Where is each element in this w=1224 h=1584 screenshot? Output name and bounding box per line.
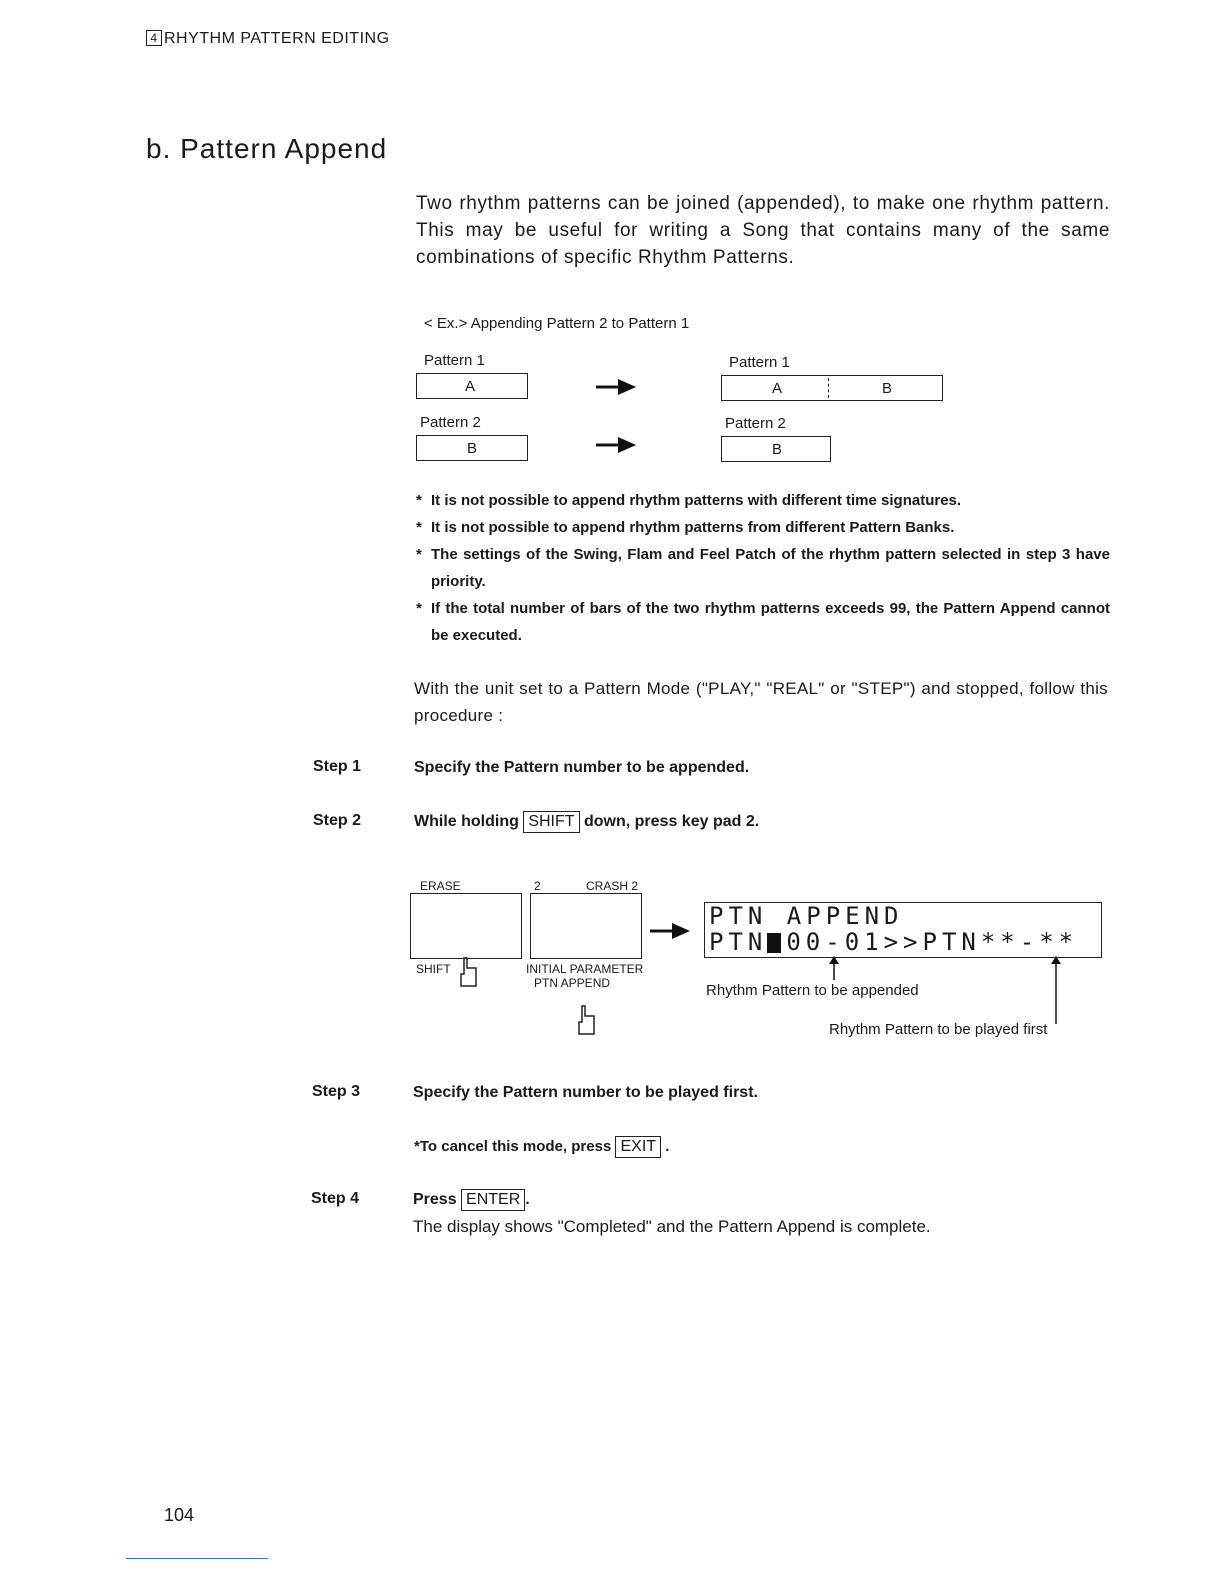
chapter-number-box: 4 (146, 30, 162, 46)
after-pattern1-box (721, 375, 943, 401)
step-2-text: While holding SHIFT down, press key pad 2. (414, 811, 759, 833)
up-arrow-icon (826, 956, 842, 982)
note-item: * It is not possible to append rhythm patterns from different Pattern Banks. (416, 514, 1110, 541)
procedure-intro: With the unit set to a Pattern Mode ("PLAY," "REAL" or "STEP") and stopped, follow this procedure : (414, 679, 1108, 725)
step-3-text: Specify the Pattern number to be played first. (413, 1084, 758, 1101)
step-4-text: Press ENTER . (413, 1189, 530, 1211)
lcd-line-1: PTN APPEND (709, 902, 904, 930)
before-pattern2-label: Pattern 2 (420, 414, 481, 431)
arrow-right-icon (650, 920, 694, 942)
step-4-result: The display shows "Completed" and the Pattern Append is complete. (413, 1217, 931, 1236)
before-pattern1-label: Pattern 1 (424, 352, 485, 369)
notes-list (416, 487, 1110, 649)
section-title: b. Pattern Append (146, 133, 388, 164)
exit-key: EXIT (615, 1136, 661, 1158)
after-pattern1-label: Pattern 1 (729, 354, 790, 371)
up-arrow-icon (1048, 956, 1064, 1026)
before-pattern1-box (416, 373, 528, 399)
enter-key: ENTER (461, 1189, 525, 1211)
note-item: * The settings of the Swing, Flam and Feel Patch of the rhythm pattern selected in step 3 have priority. (416, 541, 1110, 595)
caption-played-first: Rhythm Pattern to be played first (829, 1021, 1048, 1038)
note-item: * It is not possible to append rhythm patterns with different time signatures. (416, 487, 1110, 514)
pad1-top-label: ERASE (420, 879, 461, 893)
lcd-line-2: PTN 00-01>>PTN**-** (709, 928, 1079, 956)
after-pattern2-label: Pattern 2 (725, 415, 786, 432)
key-pad-2 (530, 893, 642, 959)
arrow-right-icon (596, 376, 640, 398)
asterisk-icon: * (414, 1138, 420, 1155)
running-header (146, 30, 390, 48)
step-4-label: Step 4 (311, 1190, 360, 1207)
after-pattern1-content-b: B (882, 380, 893, 397)
pointing-hand-icon (456, 956, 482, 990)
page-number: 104 (164, 1505, 195, 1525)
pointing-hand-icon (574, 1004, 600, 1038)
join-divider (828, 378, 829, 398)
after-pattern1-content-a: A (772, 380, 783, 397)
note-item: * If the total number of bars of the two rhythm patterns exceeds 99, the Pattern Append cannot be executed. (416, 595, 1110, 649)
step-3-note: *To cancel this mode, press EXIT . (414, 1136, 669, 1158)
footer-rule (126, 1558, 268, 1559)
pad2-top-left-label: 2 (534, 879, 541, 893)
step-1-text: Specify the Pattern number to be appended. (414, 759, 750, 776)
step-1-label: Step 1 (313, 758, 362, 775)
header-text: RHYTHM PATTERN EDITING (164, 30, 390, 47)
intro-paragraph: Two rhythm patterns can be joined (appended), to make one rhythm pattern. This may be useful for writing a Song that contains many of the same combinations of specific Rhythm Patterns. (416, 193, 1110, 268)
step-2-label: Step 2 (313, 812, 362, 829)
step-3-label: Step 3 (312, 1083, 361, 1100)
after-pattern2-box (721, 436, 831, 462)
before-pattern2-content: B (467, 440, 478, 457)
pad2-bottom-label-2: PTN APPEND (534, 976, 611, 990)
before-pattern1-content: A (465, 378, 476, 395)
shift-key: SHIFT (523, 811, 579, 833)
pad2-bottom-label-1: INITIAL PARAMETER (526, 962, 644, 976)
before-pattern2-box (416, 435, 528, 461)
lcd-cursor (767, 933, 781, 953)
asterisk-icon: * (416, 600, 422, 617)
after-pattern2-content: B (772, 441, 783, 458)
arrow-right-icon (596, 434, 640, 456)
pad1-bottom-label: SHIFT (416, 962, 451, 976)
asterisk-icon: * (416, 492, 422, 509)
lcd-display (704, 902, 1102, 958)
pad2-top-right-label: CRASH 2 (586, 879, 639, 893)
caption-appended: Rhythm Pattern to be appended (706, 982, 919, 999)
asterisk-icon: * (416, 519, 422, 536)
asterisk-icon: * (416, 546, 422, 563)
example-label: < Ex.> Appending Pattern 2 to Pattern 1 (424, 315, 690, 332)
shift-pad (410, 893, 522, 959)
